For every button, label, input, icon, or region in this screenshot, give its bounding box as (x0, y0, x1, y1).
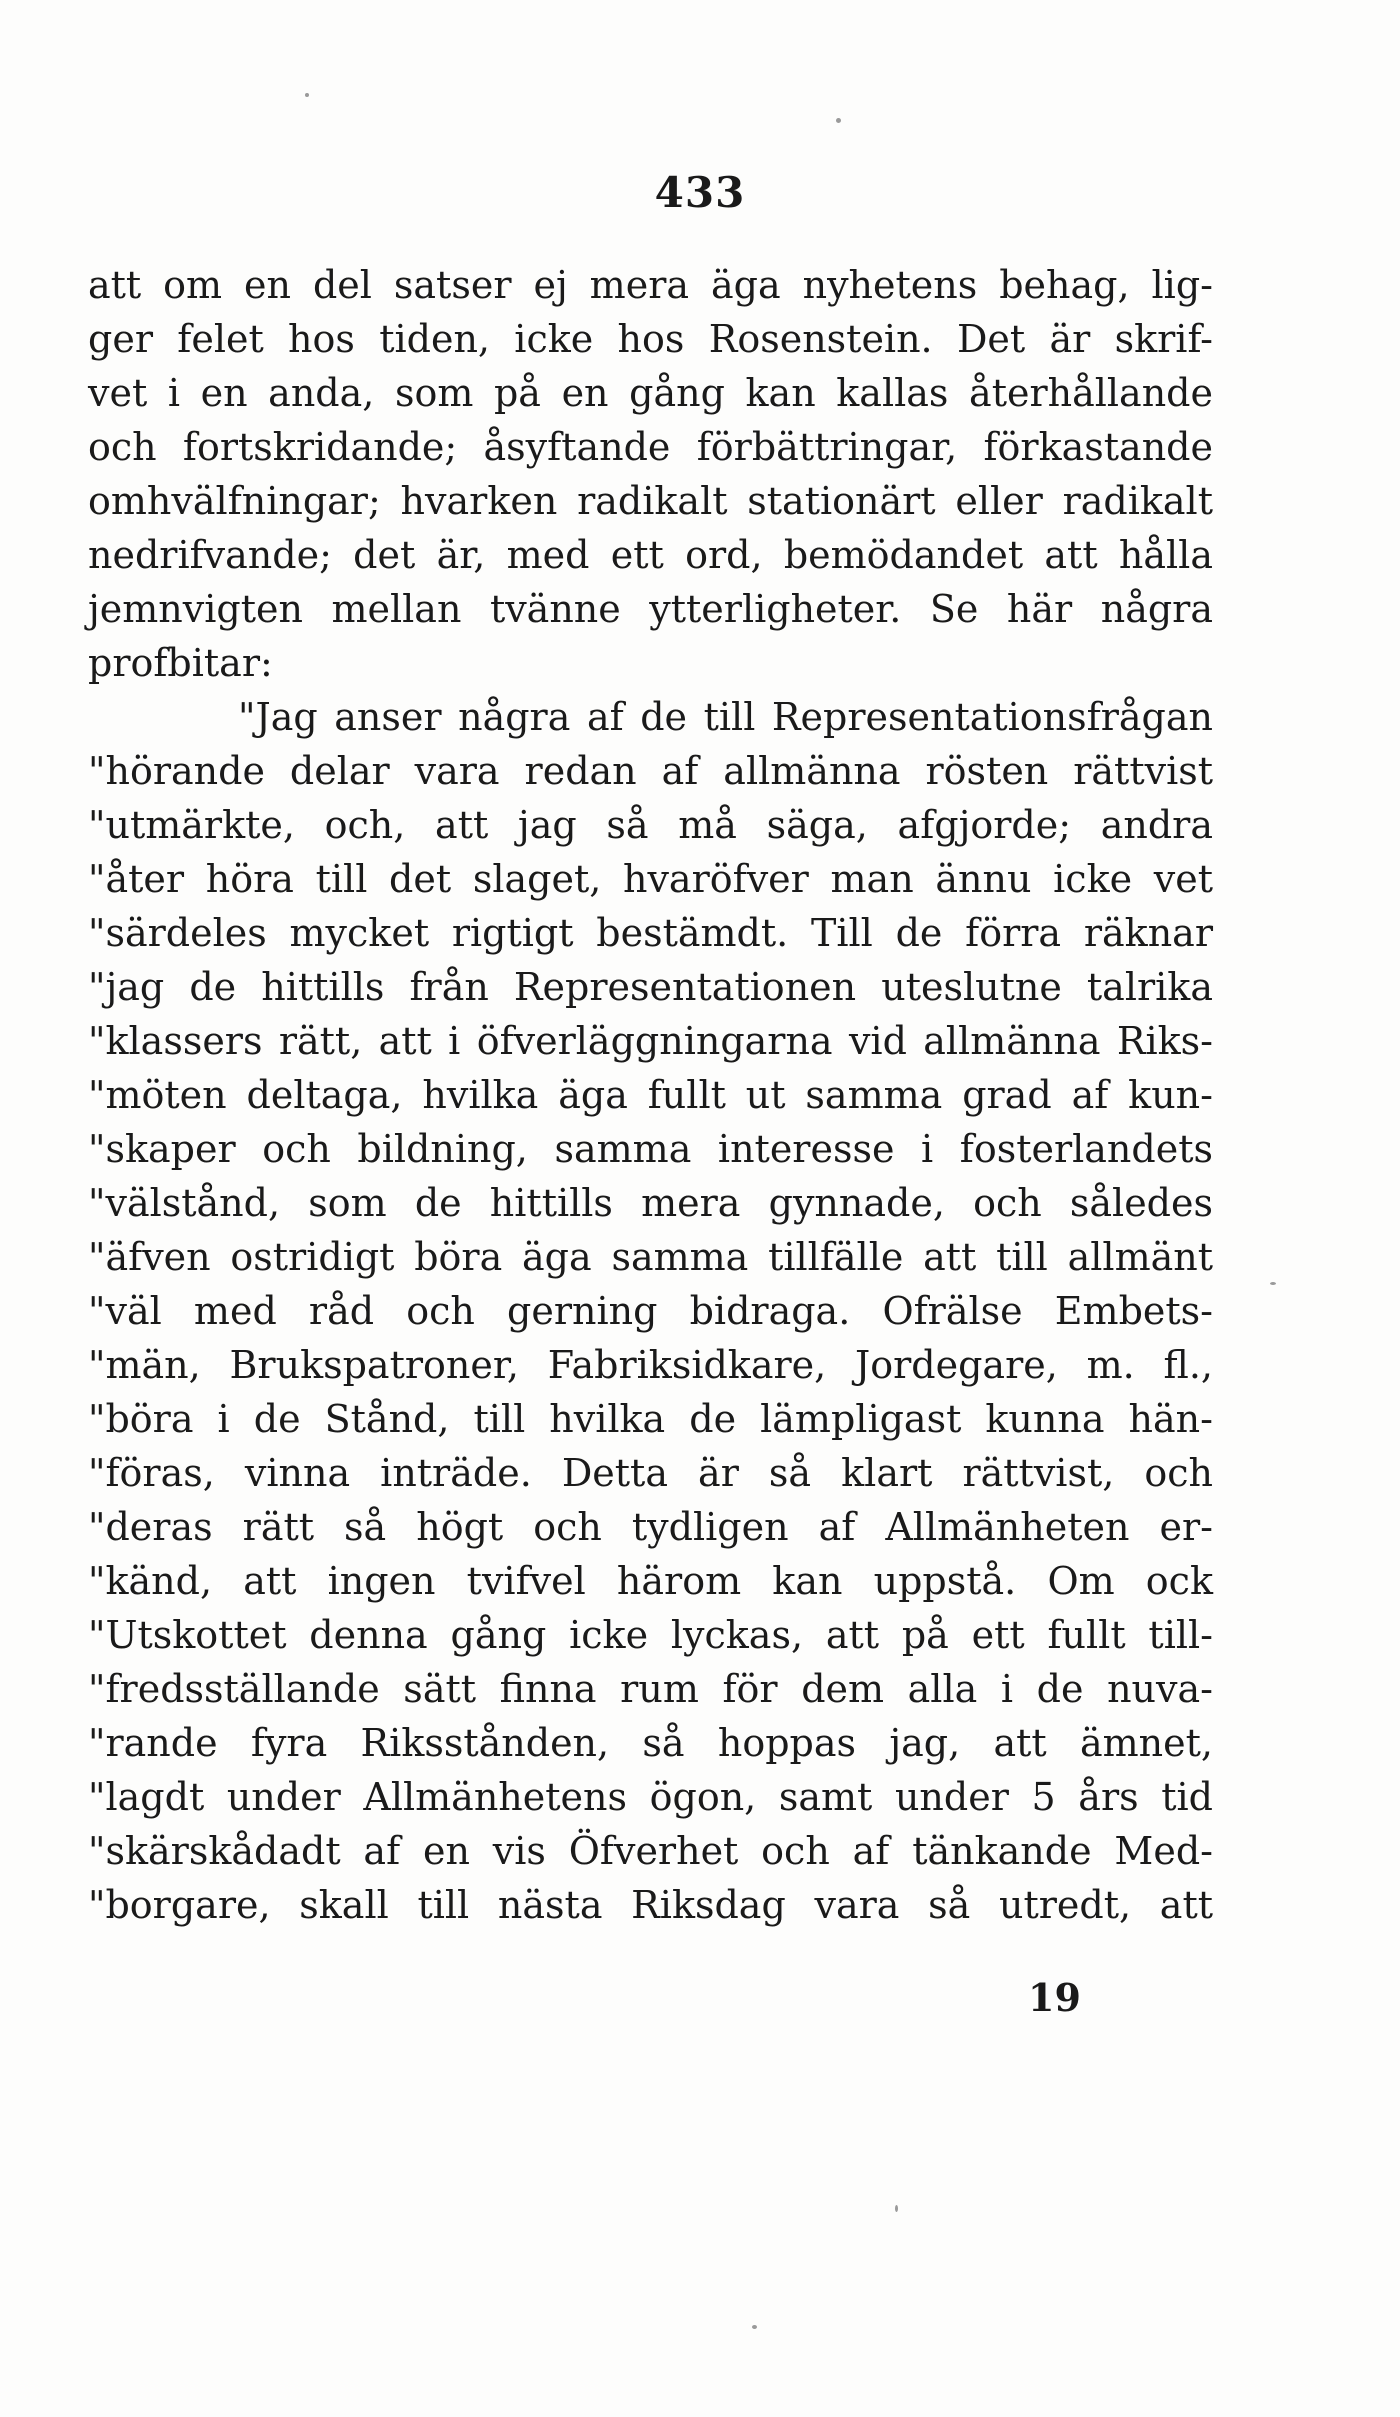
scan-speck (1270, 1282, 1276, 1285)
page-number: 433 (654, 168, 746, 217)
quote-line: "hörande delar vara redan af allmänna rösten rättvist (88, 749, 1213, 793)
quote-line: "fredsställande sätt finna rum för dem alla i de nuva- (88, 1667, 1213, 1711)
quote-line: "skaper och bildning, samma interesse i fosterlandets (88, 1127, 1213, 1171)
quote-line: "män, Brukspatroner, Fabriksidkare, Jordegare, m. fl., (88, 1343, 1213, 1387)
quote-line: "välstånd, som de hittills mera gynnade, och således (88, 1181, 1213, 1225)
quote-line: "väl med råd och gerning bidraga. Ofrälse Embets- (88, 1289, 1213, 1333)
quote-line: "deras rätt så högt och tydligen af Allmänheten er- (88, 1505, 1213, 1549)
text-line: jemnvigten mellan tvänne ytterligheter. Se här några (88, 587, 1213, 631)
scan-speck (836, 118, 841, 123)
scan-speck (305, 93, 309, 97)
signature-mark: 19 (1028, 1975, 1081, 2020)
text-line: att om en del satser ej mera äga nyhetens behag, lig- (88, 263, 1213, 307)
quote-line: "Jag anser några af de till Representationsfrågan (238, 695, 1213, 739)
quote-line: "skärskådadt af en vis Öfverhet och af tänkande Med- (88, 1829, 1213, 1873)
quote-line: "böra i de Stånd, till hvilka de lämpligast kunna hän- (88, 1397, 1213, 1441)
quote-line: "äfven ostridigt böra äga samma tillfälle att till allmänt (88, 1235, 1213, 1279)
quote-line: "rande fyra Riksstånden, så hoppas jag, att ämnet, (88, 1721, 1213, 1765)
quote-line: "känd, att ingen tvifvel härom kan uppstå. Om ock (88, 1559, 1213, 1603)
quote-line: "möten deltaga, hvilka äga fullt ut samma grad af kun- (88, 1073, 1213, 1117)
quote-line: "föras, vinna inträde. Detta är så klart rättvist, och (88, 1451, 1213, 1495)
quote-line: "borgare, skall till nästa Riksdag vara så utredt, att (88, 1883, 1213, 1927)
quote-line: "jag de hittills från Representationen uteslutne talrika (88, 965, 1213, 1009)
quote-line: "särdeles mycket rigtigt bestämdt. Till de förra räknar (88, 911, 1213, 955)
quote-line: "lagdt under Allmänhetens ögon, samt under 5 års tid (88, 1775, 1213, 1819)
text-line: profbitar: (88, 641, 273, 685)
quote-line: "Utskottet denna gång icke lyckas, att på ett fullt till- (88, 1613, 1213, 1657)
text-line: nedrifvande; det är, med ett ord, bemödandet att hålla (88, 533, 1213, 577)
scan-speck (752, 2325, 757, 2329)
quote-line: "utmärkte, och, att jag så må säga, afgjorde; andra (88, 803, 1213, 847)
text-line: och fortskridande; åsyftande förbättringar, förkastande (88, 425, 1213, 469)
text-line: vet i en anda, som på en gång kan kallas återhållande (88, 371, 1213, 415)
text-line: ger felet hos tiden, icke hos Rosenstein. Det är skrif- (88, 317, 1213, 361)
scan-speck (895, 2205, 898, 2212)
quote-line: "åter höra till det slaget, hvaröfver man ännu icke vet (88, 857, 1213, 901)
body-text (88, 258, 1213, 1932)
text-line: omhvälfningar; hvarken radikalt stationärt eller radikalt (88, 479, 1213, 523)
quote-line: "klassers rätt, att i öfverläggningarna vid allmänna Riks- (88, 1019, 1213, 1063)
